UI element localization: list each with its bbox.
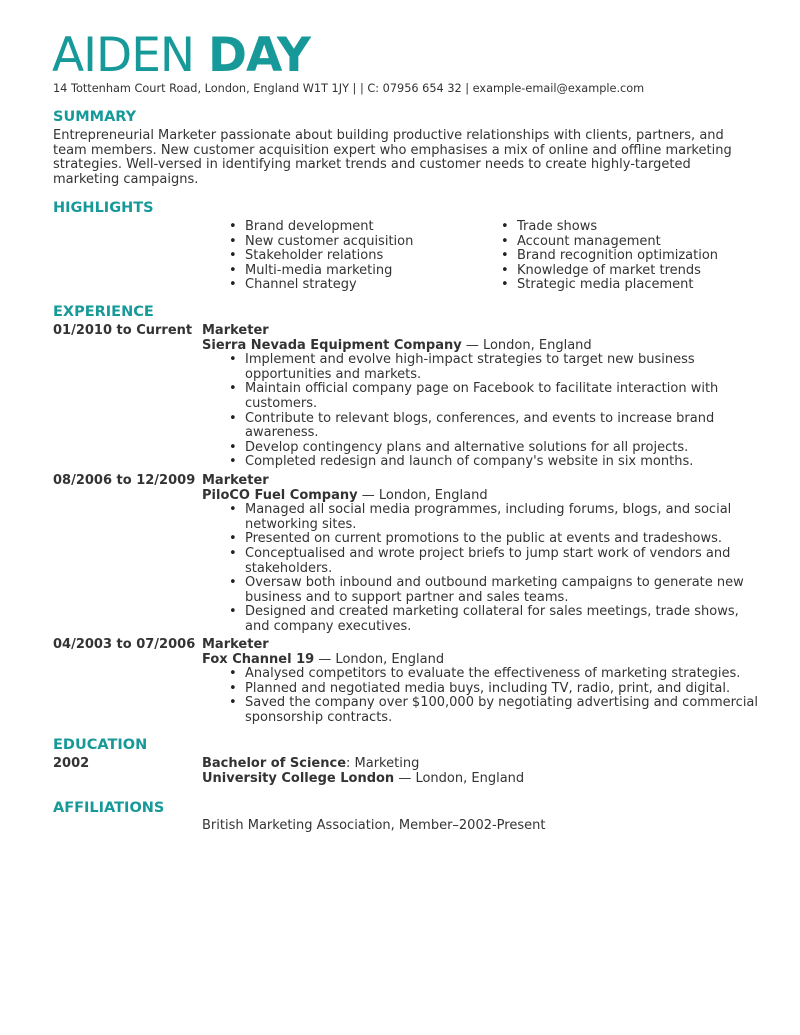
- job-location: — London, England: [357, 487, 488, 503]
- highlight-item: • Account management: [474, 235, 744, 250]
- job-bullet: • Analysed competitors to evaluate the effectiveness of marketing strategies.: [202, 667, 762, 682]
- job-title: Marketer: [202, 323, 269, 338]
- highlight-item: • Brand development: [202, 220, 472, 235]
- job-bullet: • Saved the company over $100,000 by negotiating advertising and commercial sponsorship contracts.: [202, 696, 762, 725]
- job-bullets: [202, 353, 762, 470]
- section-title-affiliations: AFFILIATIONS: [53, 800, 165, 816]
- highlight-item: • New customer acquisition: [202, 235, 472, 250]
- school-location: — London, England: [394, 770, 525, 786]
- job-location: — London, England: [314, 651, 445, 667]
- highlight-item: • Trade shows: [474, 220, 744, 235]
- job-dates: 08/2006 to 12/2009: [53, 473, 196, 488]
- field-of-study: : Marketing: [346, 756, 420, 771]
- education-year: 2002: [53, 756, 90, 771]
- job-dates: 04/2003 to 07/2006: [53, 637, 196, 652]
- section-title-highlights: HIGHLIGHTS: [53, 200, 154, 216]
- job-bullet: • Managed all social media programmes, including forums, blogs, and social networking sites.: [202, 503, 762, 532]
- highlight-item: • Multi-media marketing: [202, 264, 472, 279]
- job-location: — London, England: [461, 337, 592, 353]
- company-name: Sierra Nevada Equipment Company: [202, 337, 462, 353]
- section-title-education: EDUCATION: [53, 737, 148, 753]
- company-name: PiloCO Fuel Company: [202, 487, 358, 503]
- highlight-item: • Strategic media placement: [474, 278, 744, 293]
- highlight-item: • Knowledge of market trends: [474, 264, 744, 279]
- company-name: Fox Channel 19: [202, 651, 315, 667]
- first-name: AIDEN: [52, 28, 195, 83]
- job-dates: 01/2010 to Current: [53, 323, 193, 338]
- job-bullet: • Implement and evolve high-impact strategies to target new business opportunities and markets.: [202, 353, 762, 382]
- job-bullet: • Contribute to relevant blogs, conferences, and events to increase brand awareness.: [202, 412, 762, 441]
- job-bullet: • Maintain official company page on Facebook to facilitate interaction with customers.: [202, 382, 762, 411]
- highlight-item: • Brand recognition optimization: [474, 249, 744, 264]
- job-bullet: • Oversaw both inbound and outbound marketing campaigns to generate new business and to support partner and sales teams.: [202, 576, 762, 605]
- job-bullet: • Planned and negotiated media buys, including TV, radio, print, and digital.: [202, 682, 762, 697]
- job-title: Marketer: [202, 637, 269, 652]
- job-title: Marketer: [202, 473, 269, 488]
- section-title-experience: EXPERIENCE: [53, 304, 154, 320]
- summary-text: Entrepreneurial Marketer passionate about building productive relationships with clients, partners, and team members. New customer acquisition expert who emphasises a mix of online and offline marketing strategies. Well-versed in identifying market trends and customer needs to create highly-targeted marketing campaigns.: [53, 128, 732, 187]
- section-title-summary: SUMMARY: [53, 109, 137, 125]
- job-bullets: [202, 503, 762, 634]
- contact-info: 14 Tottenham Court Road, London, England W1T 1JY | | C: 07956 654 32 | example-email@example.com: [53, 82, 645, 95]
- school-name: University College London: [202, 770, 395, 786]
- last-name: DAY: [208, 28, 310, 83]
- job-bullet: • Presented on current promotions to the public at events and tradeshows.: [202, 532, 762, 547]
- highlight-item: • Stakeholder relations: [202, 249, 472, 264]
- job-bullet: • Designed and created marketing collateral for sales meetings, trade shows, and company executives.: [202, 605, 762, 634]
- highlight-item: • Channel strategy: [202, 278, 472, 293]
- highlights-right: [474, 220, 744, 293]
- degree: Bachelor of Science: [202, 756, 347, 771]
- job-bullet: • Conceptualised and wrote project briefs to jump start work of vendors and stakeholders.: [202, 547, 762, 576]
- job-bullets: [202, 667, 762, 725]
- affiliations-text: British Marketing Association, Member–2002-Present: [202, 818, 546, 833]
- job-bullet: • Develop contingency plans and alternative solutions for all projects.: [202, 441, 762, 456]
- candidate-name: [52, 28, 310, 84]
- highlights-left: [202, 220, 472, 293]
- job-bullet: • Completed redesign and launch of company's website in six months.: [202, 455, 762, 470]
